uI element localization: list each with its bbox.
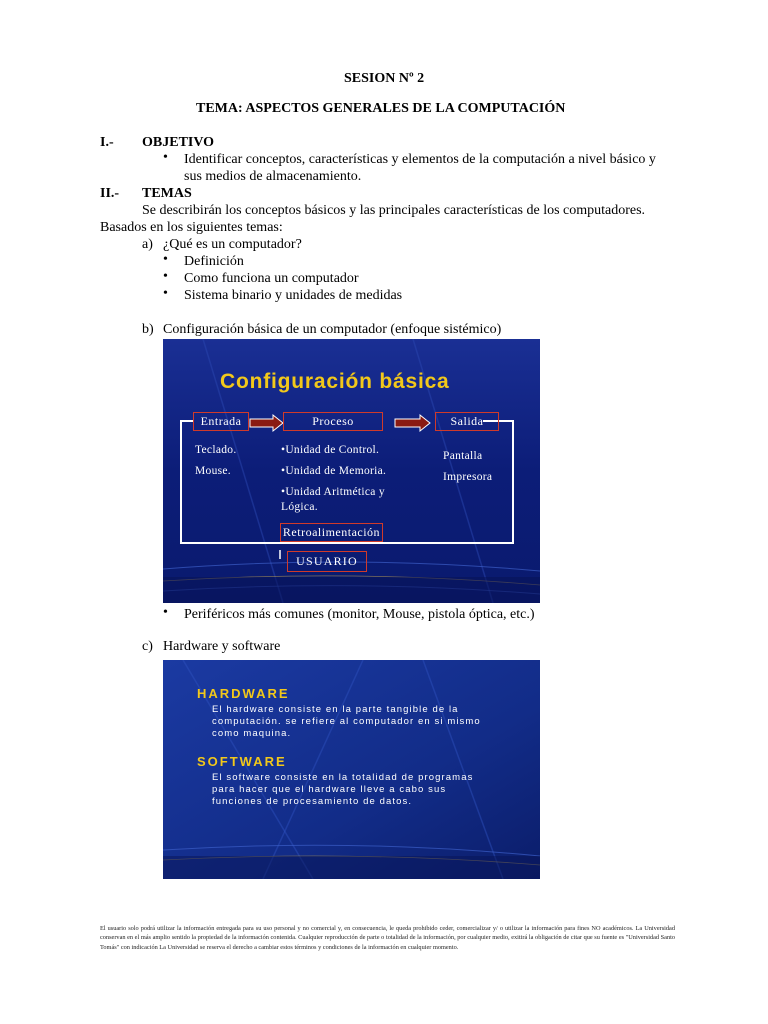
item-c-label: c) [142,639,153,654]
input-box: Entrada [193,412,249,431]
bullet-icon: • [163,269,168,284]
item-b-text: Configuración básica de un computador (enfoque sistémico) [163,322,502,337]
slide-title: Configuración básica [220,370,450,393]
bullet-icon: • [163,286,168,301]
topics-number: II.- [100,186,120,201]
item-c-text: Hardware y software [163,639,281,654]
topic-title: TEMA: ASPECTOS GENERALES DE LA COMPUTACIÓN [196,101,566,116]
item-a-label: a) [142,237,153,252]
slide-hardware-software [163,660,540,879]
output-item: Impresora [443,471,493,483]
objective-number: I.- [100,135,114,150]
objective-heading: OBJETIVO [142,135,215,150]
process-box: Proceso [283,412,383,431]
item-a-subitem: Como funciona un computador [184,271,359,286]
input-item: Mouse. [195,465,231,477]
process-item: Lógica. [281,501,318,513]
item-a-subitem: Definición [184,254,244,269]
objective-line-2: sus medios de almacenamiento. [184,169,362,184]
bullet-icon: • [163,150,168,165]
process-item: •Unidad de Control. [281,444,380,456]
session-title: SESION Nº 2 [344,71,425,86]
software-description-line: para hacer que el hardware lleve a cabo sus [212,784,447,795]
item-b-bullet-text: Periféricos más comunes (monitor, Mouse, pistola óptica, etc.) [184,607,535,622]
hardware-description-line: computación. se refiere al computador en si mismo [212,716,481,727]
topics-heading: TEMAS [142,186,192,201]
topics-intro-line-1: Se describirán los conceptos básicos y las principales características de los computadores. [142,203,646,218]
item-a-subitem: Sistema binario y unidades de medidas [184,288,403,303]
bullet-icon: • [163,605,168,620]
feedback-box: Retroalimentación [280,523,383,542]
item-a-text: ¿Qué es un computador? [163,237,302,252]
item-b-label: b) [142,322,154,337]
output-item: Pantalla [443,450,483,462]
slide-basic-configuration [163,339,540,603]
bullet-icon: • [163,252,168,267]
software-description-line: El software consiste en la totalidad de programas [212,772,474,783]
process-item: •Unidad de Memoria. [281,465,387,477]
topics-intro-line-2: Basados en los siguientes temas: [100,220,283,235]
input-item: Teclado. [195,444,237,456]
hardware-description-line: El hardware consiste en la parte tangible de la [212,704,459,715]
hardware-description-line: como maquina. [212,728,292,739]
hardware-title: HARDWARE [197,686,290,701]
output-box: Salida [435,412,499,431]
software-description-line: funciones de procesamiento de datos. [212,796,413,807]
objective-line-1: Identificar conceptos, características y elementos de la computación a nivel básico y [184,152,656,167]
process-item: •Unidad Aritmética y [281,486,385,498]
footer-disclaimer: El usuario solo podrá utilizar la información entregada para su uso personal y no comercial y, en consecuencia, le queda prohibido ceder, comercializar y/ o utilizar la información para fines NO académicos. La Universidad conservan en el más amplio sentido la propiedad de la información contenida. Cualquier reproducción de parte o totalidad de la información, por cualquier medio, exitirá la obligación de citar que su fuente es "Universidad Santo Tomás" con indicación La Universidad se reserva el derecho a cambiar estos términos y condiciones de la información en cualquier momento. [100,925,675,951]
software-title: SOFTWARE [197,754,287,769]
user-box: USUARIO [287,551,367,572]
